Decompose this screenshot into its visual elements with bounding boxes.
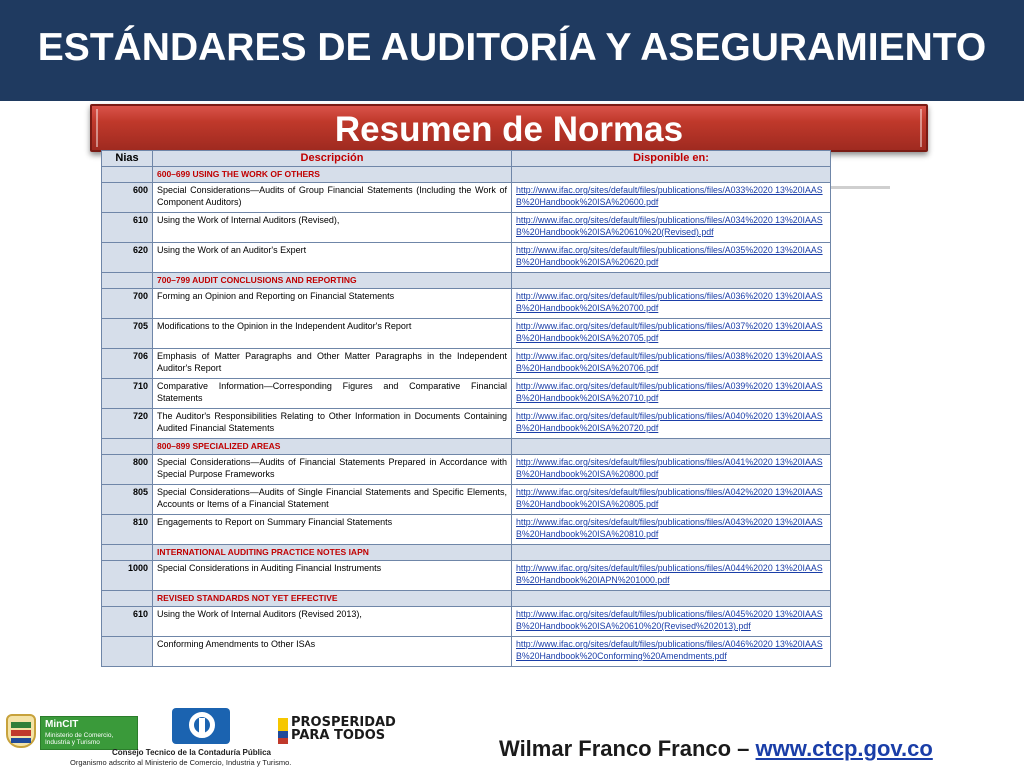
norm-number: 620 — [102, 243, 153, 273]
section-link-cell — [512, 591, 831, 607]
section-label: INTERNATIONAL AUDITING PRACTICE NOTES IAPN — [153, 545, 512, 561]
norm-link[interactable]: http://www.ifac.org/sites/default/files/publications/files/A041%2020 13%20IAASB%20Handbook%20ISA%20800.pdf — [512, 455, 831, 485]
table-row — [102, 607, 831, 637]
norm-description: Special Considerations—Audits of Group Financial Statements (Including the Work of Component Auditors) — [153, 183, 512, 213]
table-row — [102, 243, 831, 273]
norm-description: Modifications to the Opinion in the Independent Auditor's Report — [153, 319, 512, 349]
title-band — [0, 0, 1024, 101]
author-name: Wilmar Franco Franco – — [499, 736, 756, 761]
prosperidad-logo — [278, 714, 396, 748]
norm-description: Special Considerations—Audits of Financial Statements Prepared in Accordance with Special Purpose Frameworks — [153, 455, 512, 485]
norm-link[interactable]: http://www.ifac.org/sites/default/files/publications/files/A034%2020 13%20IAASB%20Handbook%20ISA%20610%20(Revised).pdf — [512, 213, 831, 243]
table-row — [102, 349, 831, 379]
colombia-flag-icon — [278, 718, 288, 744]
section-link-cell — [512, 273, 831, 289]
section-row — [102, 591, 831, 607]
section-row — [102, 273, 831, 289]
norm-number: 705 — [102, 319, 153, 349]
table-header-row — [102, 151, 831, 167]
table-row — [102, 409, 831, 439]
norm-number: 805 — [102, 485, 153, 515]
norm-number: 610 — [102, 607, 153, 637]
norm-description: Comparative Information—Corresponding Figures and Comparative Financial Statements — [153, 379, 512, 409]
norm-number: 710 — [102, 379, 153, 409]
section-row — [102, 439, 831, 455]
section-row — [102, 167, 831, 183]
norms-table — [101, 150, 831, 667]
norm-link[interactable]: http://www.ifac.org/sites/default/files/publications/files/A033%2020 13%20IAASB%20Handbook%20ISA%20600.pdf — [512, 183, 831, 213]
norm-link[interactable]: http://www.ifac.org/sites/default/files/publications/files/A039%2020 13%20IAASB%20Handbook%20ISA%20710.pdf — [512, 379, 831, 409]
table-row — [102, 379, 831, 409]
table-row — [102, 485, 831, 515]
consejo-caption: Consejo Tecnico de la Contaduría Pública — [112, 748, 271, 757]
norm-link[interactable]: http://www.ifac.org/sites/default/files/publications/files/A038%2020 13%20IAASB%20Handbook%20ISA%20706.pdf — [512, 349, 831, 379]
section-label: 800–899 SPECIALIZED AREAS — [153, 439, 512, 455]
table-row — [102, 455, 831, 485]
section-label: 600–699 USING THE WORK OF OTHERS — [153, 167, 512, 183]
norm-description: Engagements to Report on Summary Financial Statements — [153, 515, 512, 545]
norm-description: Special Considerations in Auditing Financial Instruments — [153, 561, 512, 591]
subtitle: Resumen de Normas — [334, 110, 684, 149]
table-body — [102, 167, 831, 667]
table-row — [102, 289, 831, 319]
norm-number: 800 — [102, 455, 153, 485]
norm-number: 720 — [102, 409, 153, 439]
website-link[interactable]: www.ctcp.gov.co — [755, 736, 933, 761]
norm-description: Special Considerations—Audits of Single Financial Statements and Specific Elements, Accounts or Items of a Financial Statement — [153, 485, 512, 515]
organismo-caption: Organismo adscrito al Ministerio de Comercio, Industria y Turismo. — [70, 758, 292, 767]
norm-number — [102, 637, 153, 667]
header-available: Disponible en: — [512, 151, 831, 167]
table-row — [102, 213, 831, 243]
section-row — [102, 545, 831, 561]
mincit-title: MinCIT — [45, 719, 79, 730]
norm-number: 610 — [102, 213, 153, 243]
subtitle-banner — [90, 104, 928, 152]
page-title: ESTÁNDARES DE AUDITORÍA Y ASEGURAMIENTO — [37, 26, 987, 69]
header-description: Descripción — [153, 151, 512, 167]
norm-link[interactable]: http://www.ifac.org/sites/default/files/publications/files/A043%2020 13%20IAASB%20Handbook%20ISA%20810.pdf — [512, 515, 831, 545]
norm-description: Forming an Opinion and Reporting on Financial Statements — [153, 289, 512, 319]
norm-link[interactable]: http://www.ifac.org/sites/default/files/publications/files/A040%2020 13%20IAASB%20Handbook%20ISA%20720.pdf — [512, 409, 831, 439]
norm-number: 810 — [102, 515, 153, 545]
mincit-subtitle: Ministerio de Comercio, Industria y Turismo — [45, 732, 114, 746]
norm-description: The Auditor's Responsibilities Relating to Other Information in Documents Containing Audited Financial Statements — [153, 409, 512, 439]
ctcp-logo-icon — [172, 708, 230, 744]
norm-link[interactable]: http://www.ifac.org/sites/default/files/publications/files/A036%2020 13%20IAASB%20Handbook%20ISA%20700.pdf — [512, 289, 831, 319]
norm-description: Using the Work of Internal Auditors (Revised 2013), — [153, 607, 512, 637]
norm-number: 1000 — [102, 561, 153, 591]
section-num-cell — [102, 167, 153, 183]
table-row — [102, 319, 831, 349]
section-label: REVISED STANDARDS NOT YET EFFECTIVE — [153, 591, 512, 607]
norm-link[interactable]: http://www.ifac.org/sites/default/files/publications/files/A045%2020 13%20IAASB%20Handbook%20ISA%20610%20(Revised%202013).pdf — [512, 607, 831, 637]
section-link-cell — [512, 545, 831, 561]
decorative-line — [830, 186, 890, 189]
norm-link[interactable]: http://www.ifac.org/sites/default/files/publications/files/A042%2020 13%20IAASB%20Handbook%20ISA%20805.pdf — [512, 485, 831, 515]
norm-number: 700 — [102, 289, 153, 319]
section-link-cell — [512, 439, 831, 455]
table-row — [102, 515, 831, 545]
section-num-cell — [102, 591, 153, 607]
norm-description: Using the Work of an Auditor's Expert — [153, 243, 512, 273]
table-row — [102, 183, 831, 213]
norm-description: Emphasis of Matter Paragraphs and Other Matter Paragraphs in the Independent Auditor's Report — [153, 349, 512, 379]
norm-number: 706 — [102, 349, 153, 379]
norm-link[interactable]: http://www.ifac.org/sites/default/files/publications/files/A044%2020 13%20IAASB%20Handbook%20IAPN%201000.pdf — [512, 561, 831, 591]
table-row — [102, 637, 831, 667]
norm-link[interactable]: http://www.ifac.org/sites/default/files/publications/files/A046%2020 13%20IAASB%20Handbook%20Conforming%20Amendments.pdf — [512, 637, 831, 667]
section-num-cell — [102, 439, 153, 455]
section-label: 700–799 AUDIT CONCLUSIONS AND REPORTING — [153, 273, 512, 289]
section-num-cell — [102, 273, 153, 289]
prosperidad-text: PROSPERIDAD PARA TODOS — [291, 715, 396, 743]
footer-credit — [499, 736, 933, 762]
table-row — [102, 561, 831, 591]
section-num-cell — [102, 545, 153, 561]
norm-description: Using the Work of Internal Auditors (Revised), — [153, 213, 512, 243]
logo-area — [0, 706, 420, 768]
header-nias: Nias — [102, 151, 153, 167]
coat-of-arms-icon — [6, 714, 36, 748]
norm-link[interactable]: http://www.ifac.org/sites/default/files/publications/files/A035%2020 13%20IAASB%20Handbook%20ISA%20620.pdf — [512, 243, 831, 273]
mincit-logo — [40, 716, 138, 750]
norm-link[interactable]: http://www.ifac.org/sites/default/files/publications/files/A037%2020 13%20IAASB%20Handbook%20ISA%20705.pdf — [512, 319, 831, 349]
norm-number: 600 — [102, 183, 153, 213]
norm-description: Conforming Amendments to Other ISAs — [153, 637, 512, 667]
section-link-cell — [512, 167, 831, 183]
